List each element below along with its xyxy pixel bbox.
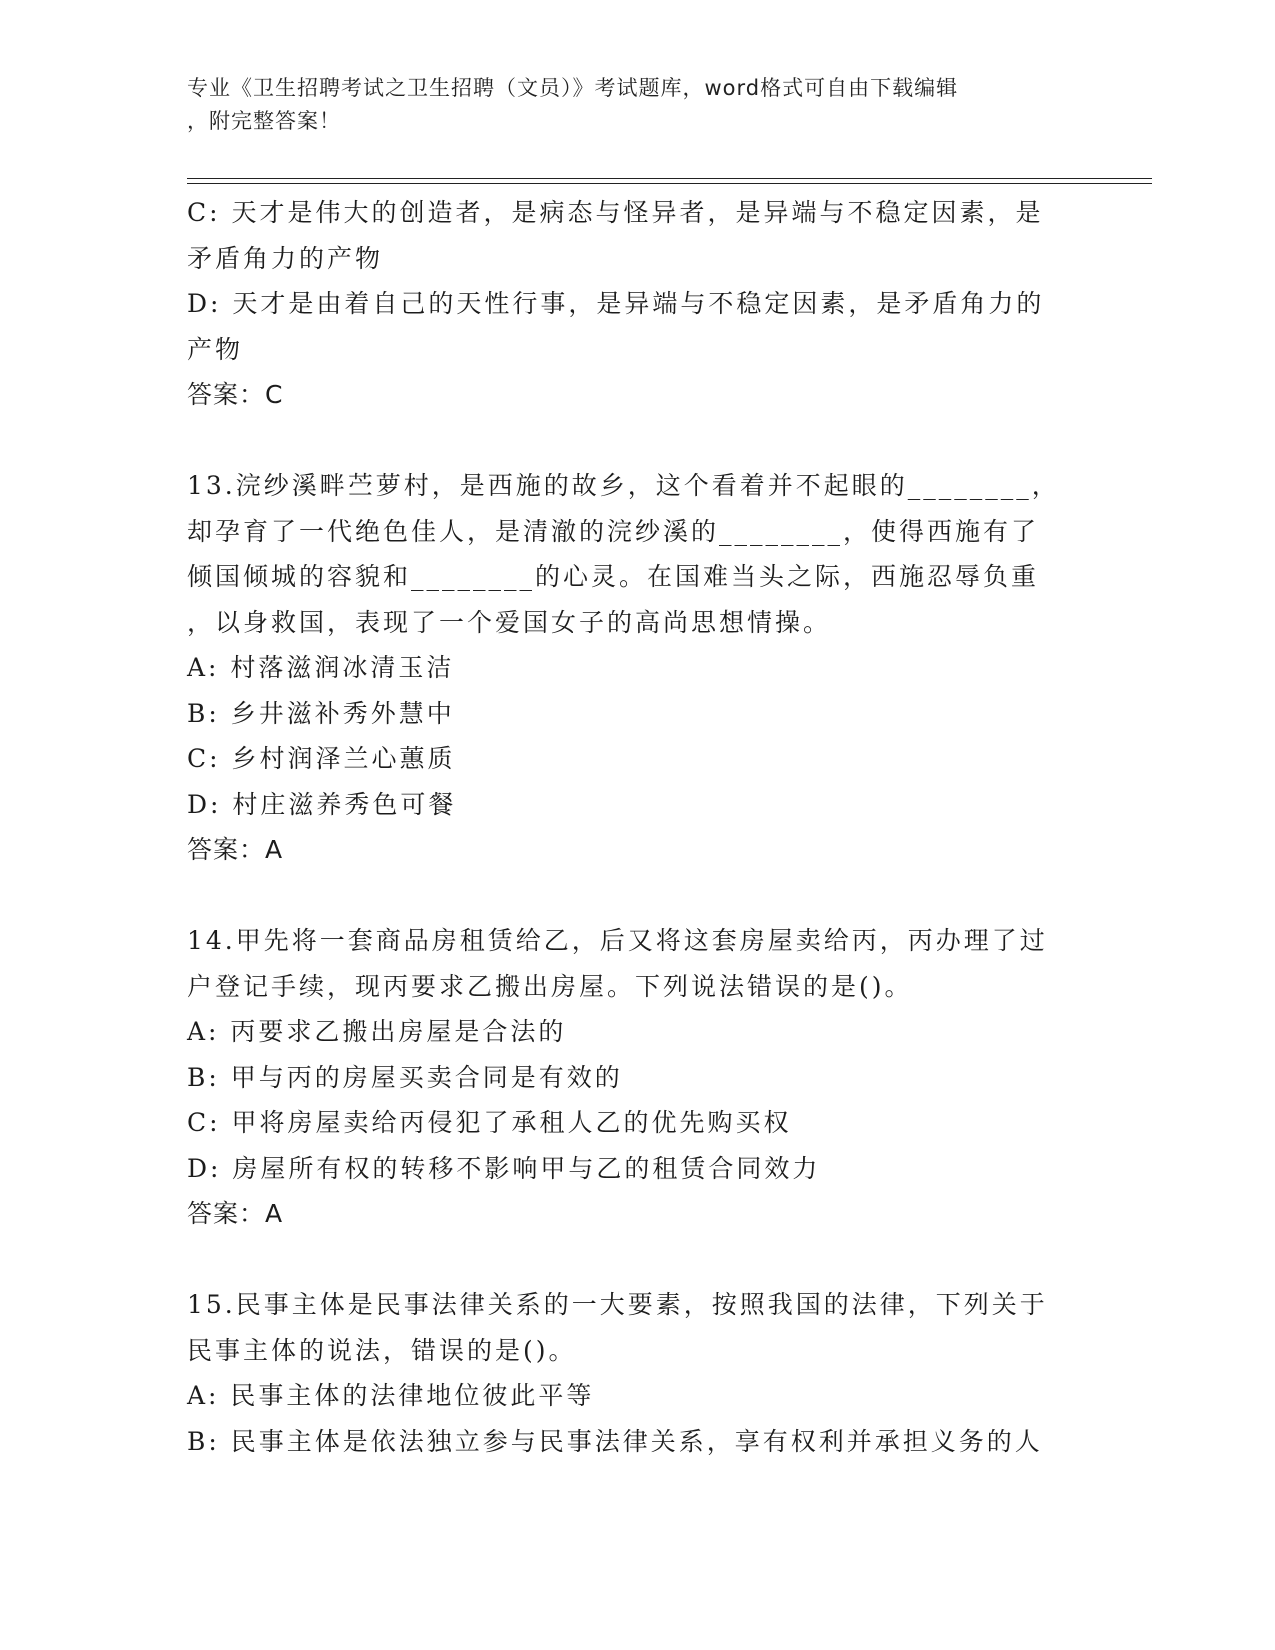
option-c: C: 乡村润泽兰心蕙质 (187, 744, 456, 773)
option-d-line-2: 产物 (187, 334, 244, 364)
question-stem-line: 14.甲先将一套商品房租赁给乙，后又将这套房屋卖给丙，丙办理了过 (187, 926, 1048, 955)
question-12-continued (187, 190, 1087, 418)
question-stem-line: 15.民事主体是民事法律关系的一大要素，按照我国的法律，下列关于 (187, 1290, 1048, 1319)
option-b: B: 甲与丙的房屋买卖合同是有效的 (187, 1062, 623, 1092)
option-d: D: 村庄滋养秀色可餐 (187, 789, 457, 819)
header-line-1: 专业《卫生招聘考试之卫生招聘（文员）》考试题库，word格式可自由下载编辑 (187, 76, 959, 100)
option-a: A: 村落滋润冰清玉洁 (187, 653, 455, 682)
answer: 答案：A (187, 1199, 284, 1228)
question-stem-line: 13.浣纱溪畔苎萝村，是西施的故乡，这个看着并不起眼的________， (187, 471, 1060, 500)
spacer (187, 418, 1087, 464)
question-list (187, 190, 1087, 1464)
answer: 答案：C (187, 380, 284, 409)
question-stem-line: 民事主体的说法，错误的是()。 (187, 1335, 577, 1365)
document-header (187, 72, 1067, 138)
option-d-line-1: D: 天才是由着自己的天性行事，是异端与不稳定因素，是矛盾角力的 (187, 289, 1045, 318)
option-b: B: 民事主体是依法独立参与民事法律关系，享有权利并承担义务的人 (187, 1426, 1043, 1456)
spacer (187, 873, 1087, 919)
question-stem-line: ，以身救国，表现了一个爱国女子的高尚思想情操。 (187, 607, 832, 637)
option-a: A: 丙要求乙搬出房屋是合法的 (187, 1017, 567, 1046)
option-c-line-1: C: 天才是伟大的创造者，是病态与怪异者，是异端与不稳定因素，是 (187, 198, 1044, 227)
option-c: C: 甲将房屋卖给丙侵犯了承租人乙的优先购买权 (187, 1108, 792, 1137)
question-14 (187, 918, 1087, 1237)
header-line-2: ，附完整答案！ (187, 109, 341, 133)
spacer (187, 1237, 1087, 1283)
question-stem-line: 倾国倾城的容貌和________的心灵。在国难当头之际，西施忍辱负重 (187, 562, 1040, 591)
question-stem-line: 户登记手续，现丙要求乙搬出房屋。下列说法错误的是()。 (187, 971, 913, 1001)
answer: 答案：A (187, 835, 284, 864)
option-d: D: 房屋所有权的转移不影响甲与乙的租赁合同效力 (187, 1153, 821, 1183)
header-divider-bottom (187, 183, 1152, 184)
option-b: B: 乡井滋补秀外慧中 (187, 698, 455, 728)
question-stem-line: 却孕育了一代绝色佳人，是清澈的浣纱溪的________，使得西施有了 (187, 516, 1040, 546)
question-15 (187, 1282, 1087, 1464)
option-a: A: 民事主体的法律地位彼此平等 (187, 1381, 595, 1410)
header-divider-top (187, 178, 1152, 179)
question-13 (187, 463, 1087, 873)
option-c-line-2: 矛盾角力的产物 (187, 243, 384, 273)
